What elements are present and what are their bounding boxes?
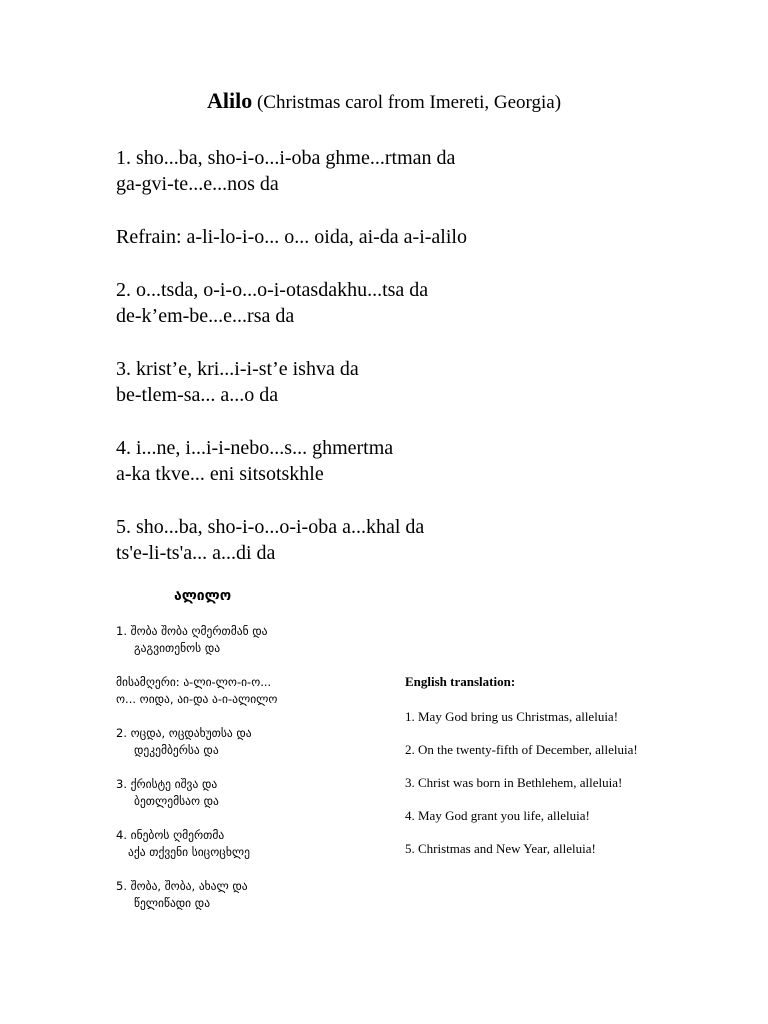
- verse-line: ts'e-li-ts'a... a...di da: [116, 542, 276, 564]
- transliterated-lyrics: [116, 145, 736, 593]
- georgian-line: 2. ოცდა, ოცდახუთსა და: [116, 726, 252, 740]
- georgian-line: წელიწადი და: [134, 896, 211, 910]
- georgian-line: 4. ინებოს ღმერთმა: [116, 828, 225, 842]
- georgian-line: 1. შობა შობა ღმერთმან და: [116, 624, 268, 638]
- verse-line: de-k’em-be...e...rsa da: [116, 305, 295, 327]
- translation-item: 4. May God grant you life, alleluia!: [405, 808, 590, 823]
- georgian-verse-5: [116, 878, 386, 912]
- georgian-verse-1: [116, 623, 386, 657]
- georgian-verse-3: [116, 776, 386, 810]
- georgian-refrain: [116, 674, 386, 708]
- translation-item: 5. Christmas and New Year, alleluia!: [405, 841, 596, 856]
- translation-item: 1. May God bring us Christmas, alleluia!: [405, 709, 619, 724]
- translation-item: 3. Christ was born in Bethlehem, alleluia!: [405, 775, 623, 790]
- english-translation: [405, 673, 665, 873]
- verse-line: a-ka tkve... eni sitsotskhle: [116, 463, 324, 485]
- verse-line: ga-gvi-te...e...nos da: [116, 173, 279, 195]
- georgian-line: 3. ქრისტე იშვა და: [116, 777, 218, 791]
- title-subtitle: (Christmas carol from Imereti, Georgia): [256, 92, 562, 113]
- document-title: [0, 88, 768, 114]
- georgian-line: ბეთლემსაო და: [134, 794, 219, 808]
- verse-5: [116, 514, 736, 566]
- verse-line: be-tlem-sa... a...o da: [116, 384, 279, 406]
- georgian-line: აქა თქვენი სიცოცხლე: [128, 845, 250, 859]
- translation-item: 2. On the twenty-fifth of December, alleluia!: [405, 742, 638, 757]
- verse-line: 1. sho...ba, sho-i-o...i-oba ghme...rtman da: [116, 147, 456, 169]
- georgian-line: ო... ოიდა, აი-და ა-ი-ალილო: [116, 692, 278, 706]
- verse-line: 4. i...ne, i...i-i-nebo...s... ghmertma: [116, 437, 394, 459]
- verse-line: Refrain: a-li-lo-i-o... o... oida, ai-da a-i-alilo: [116, 226, 467, 248]
- verse-line: 2. o...tsda, o-i-o...o-i-otasdakhu...tsa da: [116, 279, 429, 301]
- georgian-lyrics: [116, 588, 386, 929]
- verse-4: [116, 435, 736, 487]
- georgian-title: ალილო: [174, 588, 232, 604]
- georgian-line: 5. შობა, შობა, ახალ და: [116, 879, 248, 893]
- georgian-line: მისამღერი: ა-ლი-ლო-ი-ო...: [116, 675, 272, 689]
- verse-line: 5. sho...ba, sho-i-o...o-i-oba a...khal da: [116, 516, 425, 538]
- georgian-verse-4: [116, 827, 386, 861]
- refrain: [116, 224, 736, 250]
- georgian-verse-2: [116, 725, 386, 759]
- verse-2: [116, 277, 736, 329]
- verse-line: 3. krist’e, kri...i-i-st’e ishva da: [116, 358, 359, 380]
- verse-3: [116, 356, 736, 408]
- english-translation-heading: English translation:: [405, 674, 516, 689]
- title-main: Alilo: [206, 88, 253, 113]
- georgian-line: დეკემბერსა და: [134, 743, 219, 757]
- verse-1: [116, 145, 736, 197]
- georgian-line: გაგვითენოს და: [134, 641, 221, 655]
